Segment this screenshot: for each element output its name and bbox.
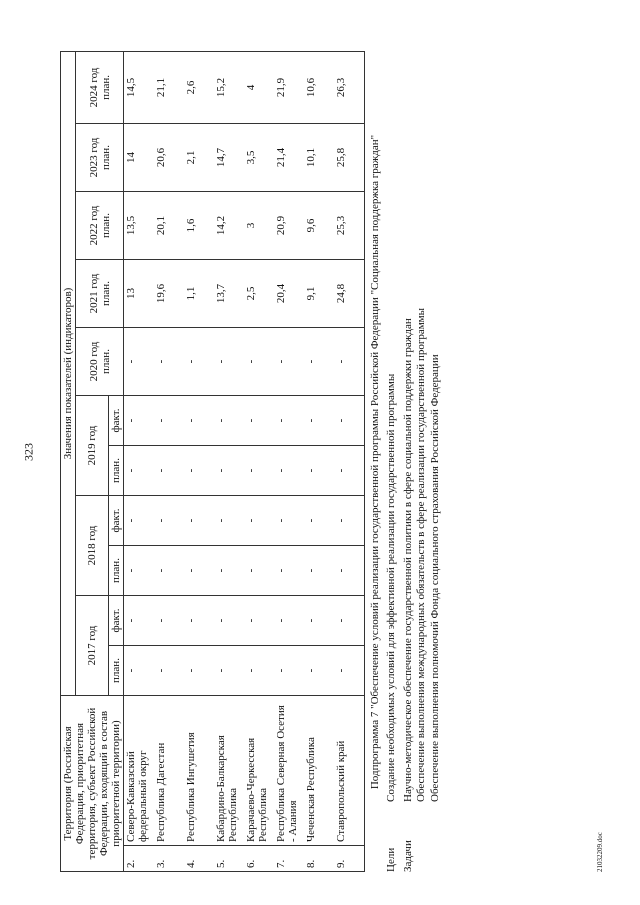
- value-cell: -: [304, 396, 334, 446]
- page-number: 323: [21, 443, 36, 461]
- plan-header: план.: [109, 446, 124, 496]
- row-index: 6.: [244, 846, 274, 872]
- task-item: Научно-методическое обеспечение государственной политики в сфере социальной поддержки граждан: [402, 318, 415, 802]
- table-row: [274, 51, 304, 871]
- year-2021-header: 2021 год план.: [76, 260, 124, 328]
- value-cell: 20,6: [154, 124, 184, 192]
- row-index: 9.: [334, 846, 365, 872]
- value-cell: -: [334, 446, 365, 496]
- value-cell: -: [244, 446, 274, 496]
- value-cell: -: [244, 546, 274, 596]
- subprogram-title: Подпрограмма 7 "Обеспечение условий реализации государственной программы Российской Федерации "Социальная поддержка граждан": [369, 134, 381, 790]
- value-cell: 1,6: [184, 192, 214, 260]
- document-code: 21032209.doc: [596, 832, 604, 872]
- value-cell: -: [124, 396, 155, 446]
- rotated-page-content: [60, 52, 600, 872]
- value-cell: -: [214, 646, 244, 696]
- value-cell: 21,4: [274, 124, 304, 192]
- value-cell: 2,6: [184, 51, 214, 123]
- value-cell: 20,9: [274, 192, 304, 260]
- value-cell: 3: [244, 192, 274, 260]
- task-item: Обеспечение выполнения международных обязательств в сфере реализации государственной программы: [415, 307, 428, 802]
- value-cell: 15,2: [214, 51, 244, 123]
- value-cell: -: [304, 596, 334, 646]
- value-cell: -: [334, 646, 365, 696]
- value-cell: -: [124, 328, 155, 396]
- tasks-list: [402, 308, 442, 802]
- value-cell: 24,8: [334, 260, 365, 328]
- value-cell: 2,5: [244, 260, 274, 328]
- value-cell: -: [124, 496, 155, 546]
- value-cell: -: [304, 646, 334, 696]
- values-group-header: Значения показателей (индикаторов): [61, 51, 76, 695]
- territory-cell: Ставропольский край: [334, 696, 365, 846]
- plan-header: план.: [109, 646, 124, 696]
- value-cell: -: [214, 546, 244, 596]
- value-cell: -: [184, 546, 214, 596]
- territory-cell: Республика Северная Осетия - Алания: [274, 696, 304, 846]
- fact-header: факт.: [109, 596, 124, 646]
- tasks-section: [402, 52, 442, 872]
- value-cell: -: [244, 496, 274, 546]
- value-cell: -: [214, 446, 244, 496]
- territory-cell: Республика Дагестан: [154, 696, 184, 846]
- row-index: 2.: [124, 846, 155, 872]
- table-body: [124, 51, 365, 871]
- year-2024-header: 2024 год план.: [76, 51, 124, 123]
- value-cell: 21,1: [154, 51, 184, 123]
- row-index: 4.: [184, 846, 214, 872]
- value-cell: -: [244, 396, 274, 446]
- value-cell: -: [274, 328, 304, 396]
- value-cell: -: [334, 328, 365, 396]
- value-cell: -: [274, 596, 304, 646]
- value-cell: -: [214, 328, 244, 396]
- value-cell: -: [304, 496, 334, 546]
- value-cell: 20,4: [274, 260, 304, 328]
- value-cell: 14: [124, 124, 155, 192]
- value-cell: 13: [124, 260, 155, 328]
- value-cell: -: [124, 596, 155, 646]
- year-2018-header: 2018 год: [76, 496, 109, 596]
- value-cell: -: [274, 496, 304, 546]
- value-cell: -: [334, 496, 365, 546]
- value-cell: -: [154, 396, 184, 446]
- table-row: [184, 51, 214, 871]
- fact-header: факт.: [109, 496, 124, 546]
- table-row: [304, 51, 334, 871]
- table-row: [334, 51, 365, 871]
- value-cell: -: [304, 328, 334, 396]
- value-cell: -: [154, 596, 184, 646]
- task-item: Обеспечение выполнения полномочий Фонда социального страхования Российской Федерации: [428, 354, 441, 802]
- value-cell: -: [244, 328, 274, 396]
- value-cell: 9,1: [304, 260, 334, 328]
- territory-cell: Северо-Кавказский федеральный округ: [124, 696, 155, 846]
- table-row: [244, 51, 274, 871]
- value-cell: -: [184, 446, 214, 496]
- value-cell: 3,5: [244, 124, 274, 192]
- territory-cell: Республика Ингушетия: [184, 696, 214, 846]
- value-cell: -: [304, 446, 334, 496]
- value-cell: 14,2: [214, 192, 244, 260]
- value-cell: -: [244, 596, 274, 646]
- value-cell: 13,5: [124, 192, 155, 260]
- year-2020-header: 2020 год план.: [76, 328, 124, 396]
- goals-section: [385, 52, 398, 872]
- tasks-label: Задачи: [402, 840, 415, 872]
- territory-header: Территория (Российская Федерация, приоритетная территория, субъект Российской Федерации, входящий в состав приоритетной территории): [61, 696, 124, 872]
- value-cell: 9,6: [304, 192, 334, 260]
- value-cell: -: [184, 496, 214, 546]
- value-cell: -: [274, 646, 304, 696]
- table-row: [124, 51, 155, 871]
- value-cell: -: [304, 546, 334, 596]
- goal-item: Создание необходимых условий для эффективной реализации государственной программы: [385, 373, 397, 802]
- value-cell: -: [244, 646, 274, 696]
- goals-label: Цели: [385, 847, 397, 872]
- value-cell: 1,1: [184, 260, 214, 328]
- row-index: 3.: [154, 846, 184, 872]
- plan-header: план.: [109, 546, 124, 596]
- value-cell: 10,6: [304, 51, 334, 123]
- value-cell: 14,7: [214, 124, 244, 192]
- value-cell: -: [154, 546, 184, 596]
- value-cell: 20,1: [154, 192, 184, 260]
- value-cell: 4: [244, 51, 274, 123]
- value-cell: 14,5: [124, 51, 155, 123]
- value-cell: -: [124, 646, 155, 696]
- value-cell: 26,3: [334, 51, 365, 123]
- value-cell: -: [334, 396, 365, 446]
- row-index: 8.: [304, 846, 334, 872]
- year-2017-header: 2017 год: [76, 596, 109, 696]
- value-cell: 25,3: [334, 192, 365, 260]
- value-cell: 2,1: [184, 124, 214, 192]
- value-cell: -: [184, 328, 214, 396]
- year-2022-header: 2022 год план.: [76, 192, 124, 260]
- value-cell: -: [274, 446, 304, 496]
- value-cell: -: [154, 496, 184, 546]
- value-cell: 13,7: [214, 260, 244, 328]
- value-cell: -: [274, 546, 304, 596]
- fact-header: факт.: [109, 396, 124, 446]
- goals-list: [385, 374, 398, 802]
- value-cell: -: [214, 396, 244, 446]
- row-index: 7.: [274, 846, 304, 872]
- value-cell: -: [154, 446, 184, 496]
- value-cell: 19,6: [154, 260, 184, 328]
- territory-cell: Чеченская Республика: [304, 696, 334, 846]
- value-cell: -: [154, 328, 184, 396]
- value-cell: -: [334, 546, 365, 596]
- value-cell: 10,1: [304, 124, 334, 192]
- value-cell: -: [154, 646, 184, 696]
- value-cell: -: [184, 396, 214, 446]
- value-cell: -: [274, 396, 304, 446]
- value-cell: 25,8: [334, 124, 365, 192]
- value-cell: -: [334, 596, 365, 646]
- year-2023-header: 2023 год план.: [76, 124, 124, 192]
- territory-cell: Кабардино-Балкарская Республика: [214, 696, 244, 846]
- table-row: [214, 51, 244, 871]
- value-cell: -: [214, 596, 244, 646]
- row-index: 5.: [214, 846, 244, 872]
- table-row: [154, 51, 184, 871]
- indicator-table: [60, 51, 365, 872]
- value-cell: -: [184, 646, 214, 696]
- value-cell: -: [184, 596, 214, 646]
- value-cell: -: [124, 446, 155, 496]
- year-2019-header: 2019 год: [76, 396, 109, 496]
- territory-cell: Карачаево-Черкесская Республика: [244, 696, 274, 846]
- value-cell: -: [124, 546, 155, 596]
- value-cell: 21,9: [274, 51, 304, 123]
- value-cell: -: [214, 496, 244, 546]
